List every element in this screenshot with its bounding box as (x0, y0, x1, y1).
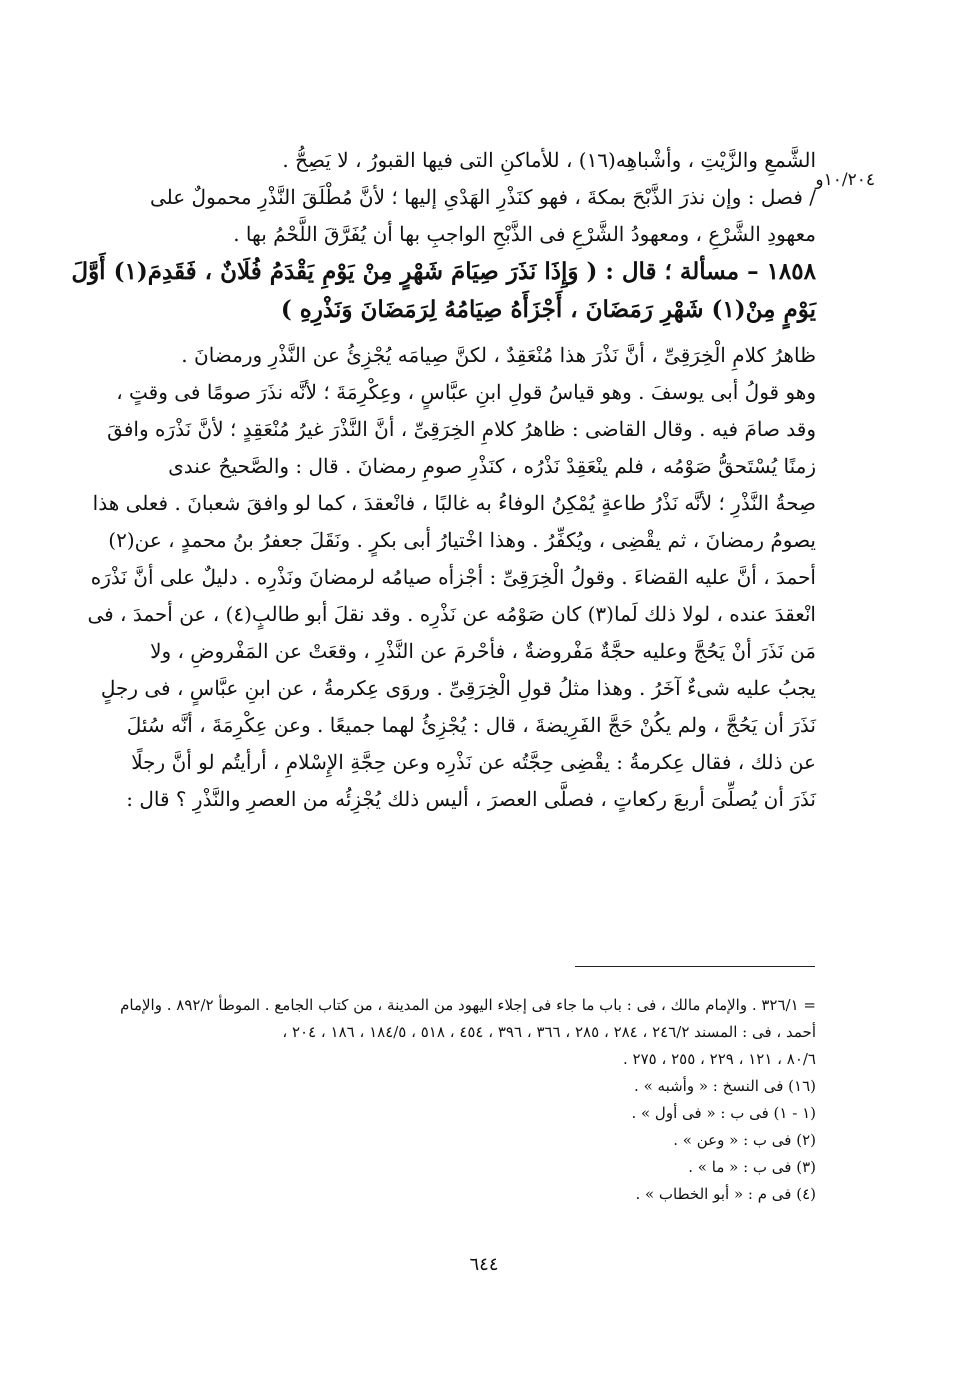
footnotes (96, 992, 816, 1208)
text-line: مَن نَذَرَ أنْ يَحُجَّ وعليه حجَّةٌ مَفْروضةٌ ، فأحْرمَ عن النَّذْرِ ، وقعَتْ عن المَفْروضِ ، ولا (150, 639, 816, 663)
text-line: صِحةُ النَّذْرِ ؛ لأنَّه نَذْرُ طاعةٍ يُمْكِنُ الوفاءُ به غالبًا ، فانْعقدَ ، كما لو وافقَ شعبانَ . فعلى هذا (92, 491, 816, 515)
text-line: وهو قولُ أبى يوسفَ . وهو قياسُ قولِ ابنِ عبَّاسٍ ، وعِكْرِمَةَ ؛ لأنَّه نذَرَ صومًا فى وقتٍ ، (116, 380, 816, 404)
text-line: زمنًا يُسْتَحقُّ صَوْمُه ، فلم ينْعَقِدْ نَذْرُه ، كنَذْرِ صومِ رمضانَ . قال : والصَّحيحُ عندى (168, 454, 816, 478)
text-line: انْعقدَ عنده ، لولا ذلك لَما(٣) كان صَوْمُه عن نَذْرِه . وقد نقلَ أبو طالبٍ(٤) ، عن أحمدَ ، فى (87, 602, 816, 626)
text-line: نَذَرَ أن يُصلِّىَ أربعَ ركعاتٍ ، فصلَّى العصرَ ، أليس ذلك يُجْزِئُه من العصرِ والنَّذْرِ ؟ قال : (126, 787, 816, 811)
text-line: يجبُ عليه شىءٌ آخَرُ . وهذا مثلُ قولِ الْخِرَقِىِّ . وروَى عِكرمةُ ، عن ابنِ عبَّاسٍ ، فى رجلٍ (100, 676, 816, 700)
text-line: عن ذلك ، فقال عِكرمةُ : يقْضِى حِجَّتُه عن نَذْرِه وعن حِجَّةِ الإِسْلامِ ، أرأيتُم لو أنَّ رجلًا (131, 750, 816, 774)
footnote-separator (575, 966, 815, 967)
text-line: وقد صامَ فيه . وقال القاضى : ظاهرُ كلامِ الخِرَقِىِّ ، أنَّ النَّذْرَ غيرُ مُنْعَقِدٍ ؛ لأنَّ نَذْرَه وافقَ (107, 417, 816, 441)
footnote-line: ٨٠/٦ ، ١٢١ ، ٢٢٩ ، ٢٥٥ ، ٢٧٥ . (622, 1050, 816, 1068)
text-line: ظاهرُ كلامِ الْخِرَقِىِّ ، أنَّ نَذْرَ هذا مُنْعَقِدٌ ، لكنَّ صِيامَه يُجْزِئُ عن النَّذْرِ ورمضانَ . (181, 343, 816, 367)
issue-heading-line: ١٨٥٨ – مسألة ؛ قال : ( وَإِذَا نَذَرَ صِيَامَ شَهْرٍ مِنْ يَوْمِ يَقْدَمُ فُلَانٌ ، فَقَدِمَ(١) أَوَّلَ (71, 258, 816, 285)
footnote-line: (١ - ١) فى ب : « فى أول » . (631, 1104, 816, 1122)
footnote-line: (٣) فى ب : « ما » . (688, 1158, 816, 1176)
main-text (71, 142, 816, 818)
text-line: نَذَرَ أن يَحُجَّ ، ولم يكُنْ حَجَّ الفَرِيضةَ ، قال : يُجْزِئُ لهما جميعًا . وعن عِكْرِمَةَ ، أنَّه سُئلَ (126, 713, 816, 737)
footnote-line: (١٦) فى النسخ : « وأشبه » . (634, 1077, 816, 1095)
footnote-line: (٢) فى ب : « وعن » . (673, 1131, 816, 1149)
text-line: يصومُ رمضانَ ، ثم يقْضِى ، ويُكفِّرُ . وهذا اخْتيارُ أبى بكرٍ . ونَقَلَ جعفرُ بنُ محمدٍ ، عن(٢) (108, 528, 816, 552)
margin-folio-note: ١٠/٢٠٤و (815, 170, 875, 190)
footnote-line: أحمد ، فى : المسند ٢٤٦/٢ ، ٢٨٤ ، ٢٨٥ ، ٣٦٦ ، ٣٩٦ ، ٤٥٤ ، ٥١٨ ، ١٨٤/٥ ، ١٨٦ ، ٢٠٤ ، (282, 1023, 816, 1041)
text-line: معهودِ الشَّرْعِ ، ومعهودُ الشَّرْعِ فى الذَّبْحِ الواجبِ بها أن يُفَرَّقَ اللَّحْمُ بها . (233, 222, 816, 246)
footnote-line: = ٣٢٦/١ . والإمام مالك ، فى : باب ما جاء فى إجلاء اليهود من المدينة ، من كتاب الجامع . الموطأ ٨٩٢/٢ . والإمام (120, 996, 816, 1014)
page-number: ٦٤٤ (469, 1254, 499, 1275)
text-line: الشَّمعِ والزَّيْتِ ، وأشْباهِه(١٦) ، للأماكنِ التى فيها القبورُ ، لا يَصِحُّ . (282, 148, 816, 172)
footnote-line: (٤) فى م : « أبو الخطاب » . (635, 1185, 816, 1203)
fasl-heading-line: / فصل : وإن نذرَ الذَّبْحَ بمكةَ ، فهو كنَذْرِ الهَدْىِ إليها ؛ لأنَّ مُطْلَقَ النَّذْرِ محمولٌ على (149, 185, 816, 209)
text-line: أحمدَ ، أنَّ عليه القضاءَ . وقولُ الْخِرَقِىِّ : أجْزأه صيامُه لرمضانَ ونَذْرِه . دليلٌ على أنَّ نَذْرَه (90, 565, 816, 589)
issue-heading-line: يَوْمٍ مِنْ(١) شَهْرِ رَمَضَانَ ، أَجْزَأَهُ صِيَامُهُ لِرَمَضَانَ وَنَذْرِهِ ) (280, 296, 816, 323)
